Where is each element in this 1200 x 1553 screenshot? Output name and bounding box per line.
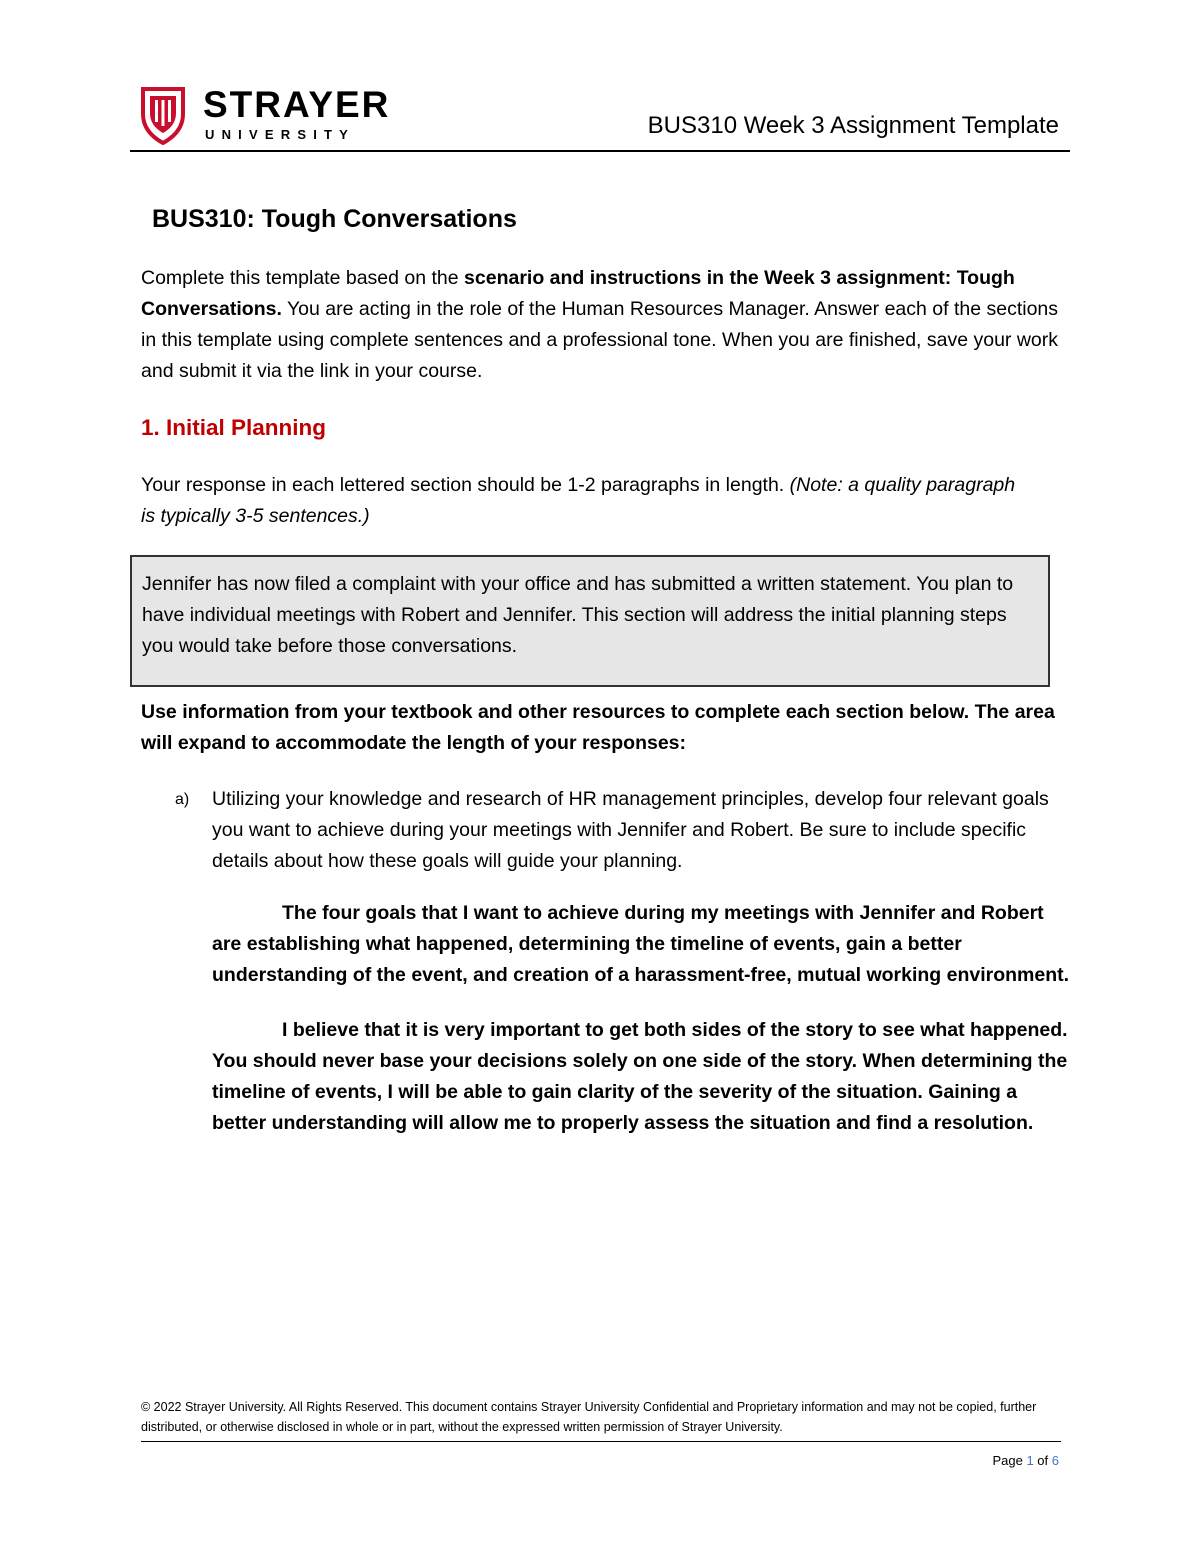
callout-text: Jennifer has now filed a complaint with your office and has submitted a written statement. You plan to have individual meetings with Robert and Jennifer. This section will address the initial planning steps you would take before those conversations.	[142, 573, 1014, 657]
page-of: of	[1033, 1453, 1052, 1468]
section-heading: 1. Initial Planning	[141, 415, 327, 440]
instruction-note: (Note: a quality paragraph is typically 3-5 sentences.)	[141, 474, 1016, 527]
response-paragraph-2: I believe that it is very important to get both sides of the story to see what happened. You should never base your decisions solely on one side of the story. When determining the timeline of events, I will be able to gain clarity of the severity of the situation. Gaining a better understanding will allow me to properly assess the situation and find a resolution.	[212, 1019, 1068, 1134]
item-a-prompt: Utilizing your knowledge and research of HR management principles, develop four relevant goals you want to achieve during your meetings with Jennifer and Robert. Be sure to include specific details about how these goals will guide your planning.	[212, 788, 1049, 872]
document-title: BUS310: Tough Conversations	[152, 205, 517, 233]
page-label: Page	[992, 1453, 1027, 1468]
header-title: BUS310 Week 3 Assignment Template	[647, 112, 1059, 139]
item-a-response[interactable]	[212, 898, 1072, 1163]
section-instruction	[141, 470, 1021, 532]
intro-text-end: You are acting in the role of the Human Resources Manager. Answer each of the sections in this template using complete sentences and a professional tone. When you are finished, save your work and submit it via the link in your course.	[141, 298, 1059, 382]
header-divider	[130, 150, 1070, 152]
logo-subtitle: UNIVERSITY	[205, 127, 356, 142]
page-number	[992, 1452, 1059, 1470]
page-total: 6	[1051, 1453, 1059, 1468]
instruction-text: Your response in each lettered section should be 1-2 paragraphs in length.	[141, 474, 790, 496]
footer-copyright: © 2022 Strayer University. All Rights Reserved. This document contains Strayer University Confidential and Proprietary information and may not be copied, further distributed, or otherwise disclosed in whole or in part, without the expressed written permission of Strayer University.	[141, 1400, 1037, 1434]
scenario-callout-box	[130, 555, 1050, 687]
intro-bold-text: scenario and instructions in the Week 3 assignment: Tough Conversations.	[141, 267, 1015, 320]
page-current: 1	[1026, 1453, 1034, 1468]
intro-paragraph	[141, 263, 1061, 387]
item-a-marker: a)	[175, 791, 190, 808]
footer-divider	[141, 1441, 1061, 1442]
intro-text-start: Complete this template based on the	[141, 267, 465, 289]
use-information-instruction: Use information from your textbook and other resources to complete each section below. The area will expand to accommodate the length of your responses:	[141, 701, 1055, 754]
strayer-shield-logo-icon	[140, 86, 186, 146]
response-paragraph-1: The four goals that I want to achieve during my meetings with Jennifer and Robert are establishing what happened, determining the timeline of events, gain a better understanding of the event, and creation of a harassment-free, mutual working environment.	[212, 902, 1070, 986]
logo-wordmark: STRAYER	[203, 84, 391, 125]
